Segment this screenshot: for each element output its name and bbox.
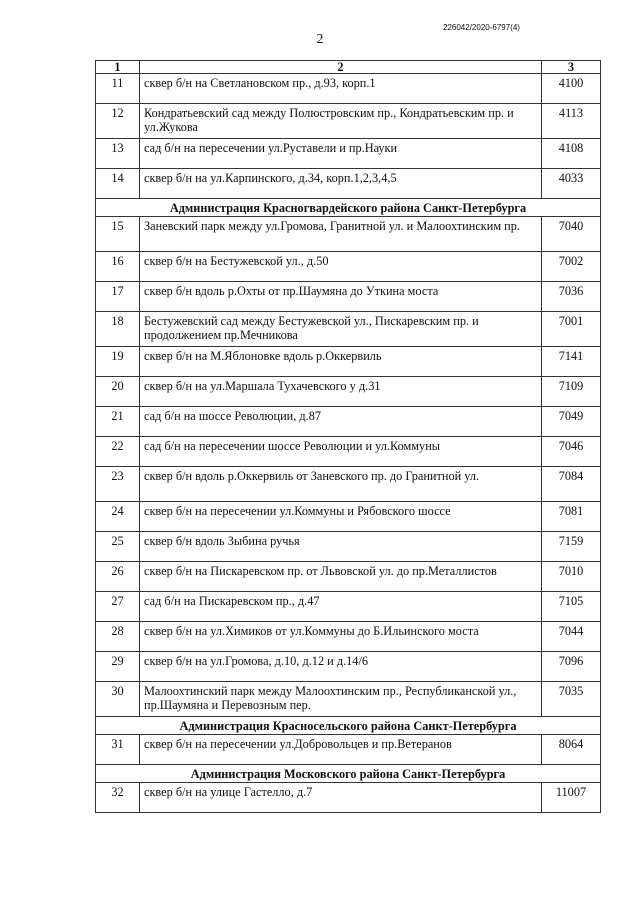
row-code: 7036 [542, 282, 601, 312]
row-code: 4108 [542, 139, 601, 169]
table-row [96, 104, 601, 139]
row-code: 7035 [542, 682, 601, 717]
section-header-row [96, 717, 601, 735]
section-title: Администрация Московского района Санкт-Петербурга [96, 765, 601, 783]
table-row [96, 282, 601, 312]
table-row [96, 74, 601, 104]
row-number: 12 [96, 104, 140, 139]
row-code: 7002 [542, 252, 601, 282]
table-row [96, 652, 601, 682]
table-row [96, 217, 601, 252]
row-number: 26 [96, 562, 140, 592]
row-name: сквер б/н на ул.Химиков от ул.Коммуны до Б.Ильинского моста [140, 622, 542, 652]
row-number: 28 [96, 622, 140, 652]
table-row [96, 735, 601, 765]
row-number: 31 [96, 735, 140, 765]
row-code: 7084 [542, 467, 601, 502]
table-row [96, 169, 601, 199]
row-code: 4113 [542, 104, 601, 139]
row-name: сад б/н на Пискаревском пр., д.47 [140, 592, 542, 622]
row-code: 7096 [542, 652, 601, 682]
section-header-row [96, 765, 601, 783]
row-number: 21 [96, 407, 140, 437]
row-code: 7105 [542, 592, 601, 622]
table-row [96, 532, 601, 562]
row-number: 19 [96, 347, 140, 377]
row-name: сквер б/н на улице Гастелло, д.7 [140, 783, 542, 813]
table-row [96, 437, 601, 467]
row-number: 24 [96, 502, 140, 532]
row-name: сквер б/н на ул.Громова, д.10, д.12 и д.14/6 [140, 652, 542, 682]
row-name: сквер б/н на пересечении ул.Добровольцев и пр.Ветеранов [140, 735, 542, 765]
row-name: Бестужевский сад между Бестужевской ул., Пискаревским пр. и продолжением пр.Мечникова [140, 312, 542, 347]
parks-table [95, 60, 601, 813]
row-code: 7044 [542, 622, 601, 652]
row-name: Заневский парк между ул.Громова, Гранитной ул. и Малоохтинским пр. [140, 217, 542, 252]
row-number: 30 [96, 682, 140, 717]
page-number: 2 [316, 32, 324, 47]
row-code: 7040 [542, 217, 601, 252]
row-name: сквер б/н на Светлановском пр., д.93, корп.1 [140, 74, 542, 104]
table-row [96, 377, 601, 407]
table-row [96, 347, 601, 377]
table-row [96, 407, 601, 437]
row-number: 14 [96, 169, 140, 199]
row-number: 18 [96, 312, 140, 347]
row-name: сад б/н на пересечении шоссе Революции и ул.Коммуны [140, 437, 542, 467]
row-name: сквер б/н на пересечении ул.Коммуны и Рябовского шоссе [140, 502, 542, 532]
row-name: сквер б/н на ул.Маршала Тухачевского у д.31 [140, 377, 542, 407]
row-name: сквер б/н вдоль Зыбина ручья [140, 532, 542, 562]
row-name: сквер б/н на М.Яблоновке вдоль р.Оккервиль [140, 347, 542, 377]
row-code: 7109 [542, 377, 601, 407]
section-header-row [96, 199, 601, 217]
row-number: 13 [96, 139, 140, 169]
row-number: 20 [96, 377, 140, 407]
table-row [96, 783, 601, 813]
table-row [96, 682, 601, 717]
table-row [96, 622, 601, 652]
row-name: сквер б/н вдоль р.Охты от пр.Шаумяна до Уткина моста [140, 282, 542, 312]
row-name: сад б/н на пересечении ул.Руставели и пр.Науки [140, 139, 542, 169]
row-code: 11007 [542, 783, 601, 813]
table-row [96, 592, 601, 622]
table-row [96, 139, 601, 169]
row-code: 7046 [542, 437, 601, 467]
table-header-row [96, 61, 601, 74]
row-number: 15 [96, 217, 140, 252]
row-code: 7081 [542, 502, 601, 532]
row-number: 32 [96, 783, 140, 813]
row-name: сквер б/н на Бестужевской ул., д.50 [140, 252, 542, 282]
row-name: Кондратьевский сад между Полюстровским пр., Кондратьевским пр. и ул.Жукова [140, 104, 542, 139]
row-name: сквер б/н вдоль р.Оккервиль от Заневского пр. до Гранитной ул. [140, 467, 542, 502]
table-row [96, 467, 601, 502]
row-name: сад б/н на шоссе Революции, д.87 [140, 407, 542, 437]
row-code: 7141 [542, 347, 601, 377]
table-body [96, 61, 601, 813]
row-code: 4033 [542, 169, 601, 199]
row-code: 4100 [542, 74, 601, 104]
table-row [96, 502, 601, 532]
header-col-code: 3 [542, 61, 601, 74]
row-number: 23 [96, 467, 140, 502]
row-number: 17 [96, 282, 140, 312]
header-col-number: 1 [96, 61, 140, 74]
row-code: 8064 [542, 735, 601, 765]
row-code: 7001 [542, 312, 601, 347]
row-name: Малоохтинский парк между Малоохтинским пр., Республиканской ул., пр.Шаумяна и Перевозным пер. [140, 682, 542, 717]
table-row [96, 312, 601, 347]
row-code: 7049 [542, 407, 601, 437]
row-number: 27 [96, 592, 140, 622]
row-number: 29 [96, 652, 140, 682]
section-title: Администрация Красногвардейского района Санкт-Петербурга [96, 199, 601, 217]
row-name: сквер б/н на ул.Карпинского, д.34, корп.1,2,3,4,5 [140, 169, 542, 199]
document-number: 226042/2020-6797(4) [443, 23, 520, 32]
table-row [96, 252, 601, 282]
row-number: 11 [96, 74, 140, 104]
row-code: 7159 [542, 532, 601, 562]
table-row [96, 562, 601, 592]
row-number: 16 [96, 252, 140, 282]
section-title: Администрация Красносельского района Санкт-Петербурга [96, 717, 601, 735]
row-code: 7010 [542, 562, 601, 592]
row-name: сквер б/н на Пискаревском пр. от Львовской ул. до пр.Металлистов [140, 562, 542, 592]
header-col-name: 2 [140, 61, 542, 74]
row-number: 22 [96, 437, 140, 467]
row-number: 25 [96, 532, 140, 562]
